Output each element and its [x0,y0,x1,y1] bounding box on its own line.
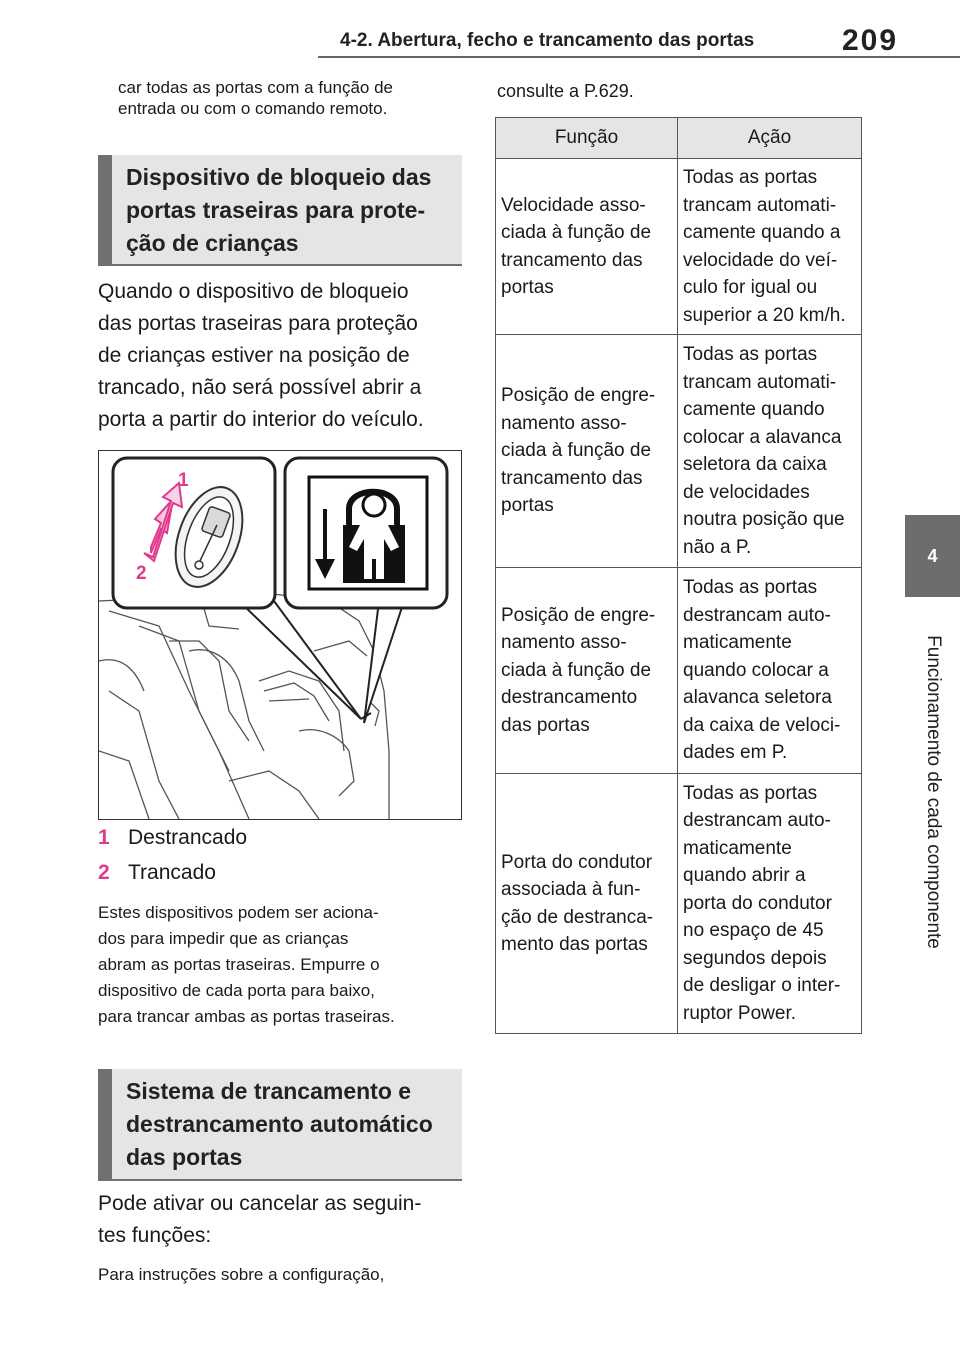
note-line: dos para impedir que as crianças [98,929,349,948]
cell-text-line: dades em P. [683,742,788,764]
callout-2-label: 2 [136,563,147,584]
legend-item [98,861,216,885]
cell-text-line: de velocidades [683,481,810,503]
cell-text-line: ciada à função de [501,222,652,243]
cell-text-line: velocidade do veí- [683,249,838,271]
cell-text-line: Todas as portas [683,782,818,804]
paragraph-line: Pode ativar ou cancelar as seguin- [98,1192,422,1215]
cell-text-line: Velocidade asso- [501,194,646,216]
cell-text-line: ciada à função de [501,440,652,462]
column-header-action: Ação [678,118,862,159]
cell-text-line: alavanca seletora [683,687,832,709]
action-cell [678,335,862,568]
cell-text-line: destrancam auto- [683,810,831,832]
function-cell [496,774,678,1034]
cell-text-line: Todas as portas [683,167,818,188]
cell-text-line: quando colocar a [683,659,829,681]
note-line: Estes dispositivos podem ser aciona- [98,903,379,922]
cell-text-line: Porta do condutor [501,851,653,873]
table-header-row [496,118,862,159]
chapter-tab [905,515,960,597]
cell-text-line: noutra posição que [683,509,845,530]
cell-text-line: Posição de engre- [501,604,656,626]
cell-text-line: ciada à função de [501,659,652,681]
heading-line: ção de crianças [126,230,299,256]
chapter-number: 4 [927,545,938,566]
action-cell [678,568,862,774]
note-line: abram as portas traseiras. Empurre o [98,955,380,974]
table-row [496,159,862,335]
heading-line: das portas [126,1144,243,1170]
child-lock-note [98,900,478,1030]
paragraph-line: tes funções: [98,1224,212,1247]
paragraph-line: de crianças estiver na posição de [98,344,410,367]
cell-text-line: porta do condutor [683,892,832,914]
table-row [496,774,862,1034]
cell-text-line: portas [501,495,554,517]
cell-text-line: colocar a alavanca [683,426,842,448]
continuation-text: consulte a P.629. [497,81,634,101]
auto-lock-paragraph [98,1188,468,1252]
running-header-title: 4-2. Abertura, fecho e trancamento das portas [340,30,755,51]
child-lock-illustration [98,450,462,820]
cell-text-line: Todas as portas [683,344,818,365]
cell-text-line: no espaço de 45 [683,920,824,942]
column-header-function: Função [496,118,678,159]
note-line: para trancar ambas as portas traseiras. [98,1007,395,1026]
table-row [496,568,862,774]
note-line: dispositivo de cada porta para baixo, [98,981,375,1000]
cell-text-line: camente quando a [683,222,841,243]
cell-text-line: camente quando [683,399,825,420]
table-row [496,335,862,568]
function-table [495,117,862,1034]
cell-text-line: destrancamento [501,687,638,709]
section-heading-child-lock [98,155,462,266]
cell-text-line: associada à fun- [501,879,641,900]
paragraph-line: porta a partir do interior do veículo. [98,408,424,431]
paragraph-line: das portas traseiras para proteção [98,312,418,335]
cell-text-line: namento asso- [501,412,627,434]
child-lock-paragraph [98,276,468,436]
cell-text-line: mento das portas [501,934,648,955]
cell-text-line: seletora da caixa [683,454,827,475]
heading-line: Dispositivo de bloqueio das [126,164,432,190]
intro-text [118,77,393,119]
paragraph-line: Quando o dispositivo de bloqueio [98,280,409,303]
section-heading-auto-lock [98,1069,462,1181]
page-number: 209 [842,24,899,57]
legend-label: Destrancado [128,826,248,849]
action-cell [678,159,862,335]
instruction-text: Para instruções sobre a configuração, [98,1265,385,1284]
cell-text-line: ção de destranca- [501,906,654,928]
cell-text-line: Posição de engre- [501,385,656,407]
intro-line: entrada ou com o comando remoto. [118,99,388,118]
cell-text-line: superior a 20 km/h. [683,304,846,326]
legend-number: 2 [98,861,110,884]
function-cell [496,568,678,774]
cell-text-line: da caixa de veloci- [683,714,841,736]
paragraph-line: trancado, não será possível abrir a [98,376,422,399]
function-cell [496,335,678,568]
legend-item [98,826,247,850]
cell-text-line: maticamente [683,632,792,654]
cell-text-line: maticamente [683,837,792,859]
cell-text-line: Todas as portas [683,577,818,599]
cell-text-line: trancam automati- [683,371,837,393]
cell-text-line: namento asso- [501,632,627,654]
cell-text-line: das portas [501,714,590,736]
heading-line: Sistema de trancamento e [126,1078,412,1104]
cell-text-line: não a P. [683,536,752,558]
cell-text-line: culo for igual ou [683,277,818,298]
intro-line: car todas as portas com a função de [118,78,393,97]
action-cell [678,774,862,1034]
child-lock-symbol-icon [309,477,427,589]
legend-label: Trancado [128,861,216,884]
chapter-label: Funcionamento de cada componente [923,635,944,949]
cell-text-line: de desligar o inter- [683,975,841,997]
car-door-drawing [99,451,461,819]
cell-text-line: trancamento das [501,249,643,271]
heading-line: destrancamento automático [126,1111,433,1137]
heading-line: portas traseiras para prote- [126,197,426,223]
callout-1-label: 1 [178,470,189,491]
cell-text-line: quando abrir a [683,865,806,887]
cell-text-line: trancamento das [501,467,643,489]
cell-text-line: ruptor Power. [683,1002,796,1024]
function-cell [496,159,678,335]
cell-text-line: portas [501,277,554,298]
cell-text-line: trancam automati- [683,194,837,216]
legend-number: 1 [98,826,110,849]
cell-text-line: segundos depois [683,947,827,969]
cell-text-line: destrancam auto- [683,604,831,626]
